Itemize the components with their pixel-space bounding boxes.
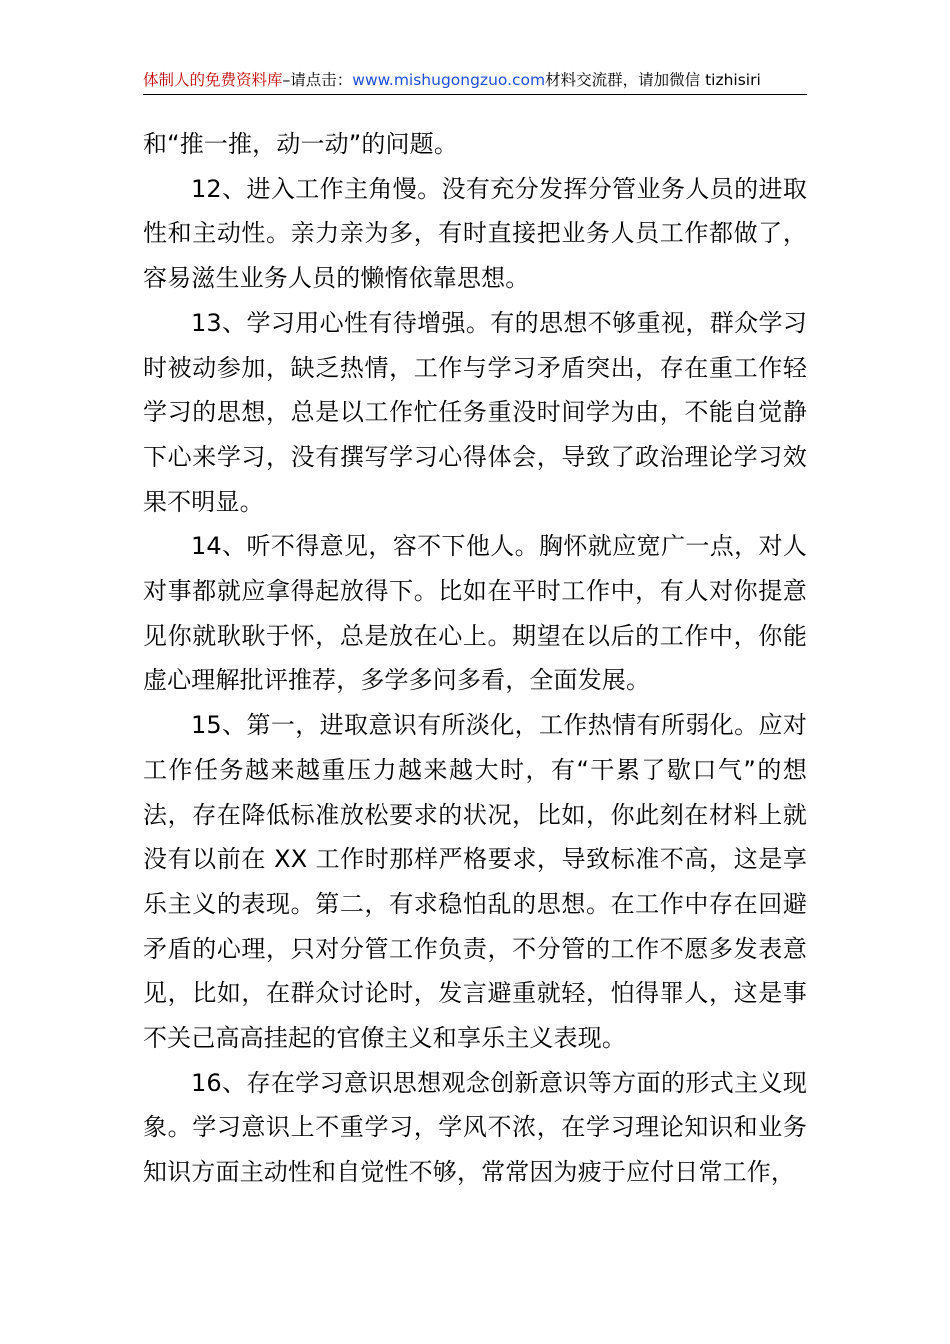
paragraph-continuation: 和“推一推，动一动”的问题。 <box>143 130 458 158</box>
header-wechat-note: 材料交流群，请加微信 tizhisiri <box>545 71 761 89</box>
paragraph-13: 13、学习用心性有待增强。有的思想不够重视，群众学习时被动参加，缺乏热情，工作与学习矛盾突出，存在重工作轻学习的思想，总是以工作忙任务重没时间学为由，不能自觉静下心来学习，没有撰写学习心得体会，导致了政治理论学习效果不明显。 <box>143 308 807 516</box>
header-prompt: –请点击： <box>282 71 353 89</box>
paragraph-15: 15、第一，进取意识有所淡化，工作热情有所弱化。应对工作任务越来越重压力越来越大时，有“干累了歇口气”的想法，存在降低标准放松要求的状况，比如，你此刻在材料上就没有以前在 XX 工作时那样严格要求，导致标准不高，这是享乐主义的表现。第二，有求稳怕乱的思想。在工作中存在回避矛盾的心理，只对分管工作负责，不分管的工作不愿多发表意见，比如，在群众讨论时，发言避重就轻，怕得罪人，这是事不关己高高挂起的官僚主义和享乐主义表现。 <box>143 711 807 1053</box>
header-website-link[interactable]: www.mishugongzuo.com <box>352 71 546 89</box>
page-header <box>143 66 807 95</box>
paragraph-14: 14、听不得意见，容不下他人。胸怀就应宽广一点，对人对事都就应拿得起放得下。比如在平时工作中，有人对你提意见你就耿耿于怀，总是放在心上。期望在以后的工作中，你能虚心理解批评推荐，多学多问多看，全面发展。 <box>143 532 807 695</box>
document-body <box>143 122 807 1195</box>
paragraph-12: 12、进入工作主角慢。没有充分发挥分管业务人员的进取性和主动性。亲力亲为多，有时直接把业务人员工作都做了，容易滋生业务人员的懒惰依靠思想。 <box>143 174 807 293</box>
paragraph-16: 16、存在学习意识思想观念创新意识等方面的形式主义现象。学习意识上不重学习，学风不浓，在学习理论知识和业务知识方面主动性和自觉性不够，常常因为疲于应付日常工作， <box>143 1068 807 1187</box>
header-brand: 体制人的免费资料库 <box>143 71 283 89</box>
